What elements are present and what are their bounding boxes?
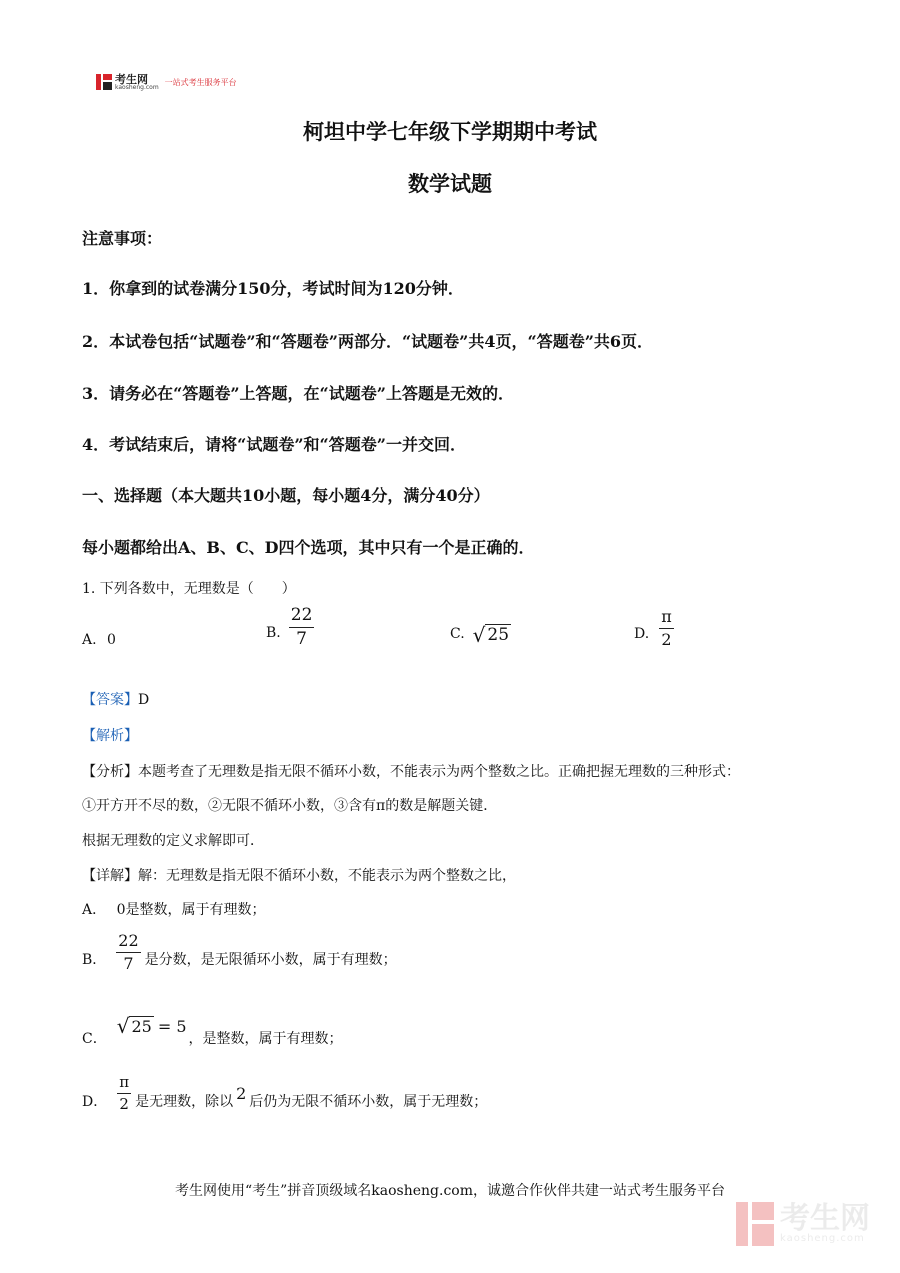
detail-d-fraction xyxy=(117,1074,131,1112)
detail-c-result: = 5 xyxy=(157,1017,187,1036)
option-b xyxy=(266,606,314,648)
section-instruction: 每小题都给出A、B、C、D四个选项，其中只有一个是正确的． xyxy=(82,538,535,557)
option-a xyxy=(82,632,116,648)
notice-heading: 注意事项： xyxy=(82,229,163,248)
logo-domain: kaosheng.com xyxy=(115,83,159,91)
option-c-sqrt xyxy=(473,624,511,645)
analysis-tag: 【解析】 xyxy=(82,728,138,744)
watermark-domain: kaosheng.com xyxy=(780,1233,865,1244)
analysis-line: 【详解】解：无理数是指无限不循环小数，不能表示为两个整数之比， xyxy=(82,868,516,884)
option-b-numerator: 22 xyxy=(289,606,315,628)
watermark-logo-icon xyxy=(736,1202,774,1246)
option-d xyxy=(634,608,674,648)
detail-b-text: 是分数，是无限循环小数，属于有理数； xyxy=(144,952,397,969)
answer-value: D xyxy=(138,692,150,708)
option-b-label: B. xyxy=(266,625,281,642)
detail-b-denominator: 7 xyxy=(123,953,134,973)
logo-name: 考生网 xyxy=(115,72,148,86)
option-a-label: A. xyxy=(82,632,97,648)
detail-d-label: D． xyxy=(82,1094,108,1110)
detail-c-label: C． xyxy=(82,1031,107,1047)
watermark-name: 考生网 xyxy=(780,1201,870,1236)
logo-icon xyxy=(96,73,112,91)
section-heading: 一、选择题（本大题共10小题，每小题4分，满分40分） xyxy=(82,486,490,505)
analysis-line: 根据无理数的定义求解即可． xyxy=(82,833,264,849)
sqrt-icon: √ xyxy=(472,622,486,647)
analysis-line: ①开方开不尽的数，②无限不循环小数，③含有π的数是解题关键． xyxy=(82,798,498,814)
detail-c-text: ，是整数，属于有理数； xyxy=(188,1031,343,1047)
page-footer: 考生网使用“考生”拼音顶级域名kaosheng.com，诚邀合作伙伴共建一站式考生服务平台 xyxy=(174,1183,726,1199)
detail-d-text1: 是无理数，除以 xyxy=(135,1094,234,1110)
option-b-denominator: 7 xyxy=(296,628,307,649)
page-subtitle: 数学试题 xyxy=(408,171,492,196)
notice-item: 4．考试结束后，请将“试题卷”和“答题卷”一并交回． xyxy=(82,435,466,454)
detail-c xyxy=(82,1014,343,1048)
header-logo xyxy=(96,72,237,92)
option-d-numerator: π xyxy=(659,608,674,629)
notice-item: 2．本试卷包括“试题卷”和“答题卷”两部分．“试题卷”共4页，“答题卷”共6页． xyxy=(82,332,654,351)
detail-a xyxy=(82,899,266,919)
notice-item: 1．你拿到的试卷满分150分，考试时间为120分钟． xyxy=(82,279,464,298)
option-c-label: C. xyxy=(450,626,465,643)
detail-a-text: 是整数，属于有理数； xyxy=(125,902,266,918)
detail-d-text2: 后仍为无限不循环小数，属于无理数； xyxy=(249,1094,488,1110)
watermark xyxy=(736,1202,870,1246)
sqrt-icon: √ xyxy=(116,1014,130,1038)
detail-b-fraction xyxy=(116,932,140,972)
answer-tag: 【答案】 xyxy=(82,692,138,708)
detail-d-value: 2 xyxy=(236,1083,247,1103)
detail-c-sqrt xyxy=(117,1016,154,1036)
option-b-fraction xyxy=(289,606,315,648)
detail-a-value: 0 xyxy=(116,902,126,918)
answer-line xyxy=(82,689,149,709)
logo-slogan: 一站式考生服务平台 xyxy=(164,77,237,87)
option-d-fraction xyxy=(659,608,674,648)
detail-b-numerator: 22 xyxy=(116,932,140,953)
option-c-radicand: 25 xyxy=(487,625,510,645)
detail-b xyxy=(82,932,397,972)
detail-a-label: A． xyxy=(82,902,107,918)
option-d-label: D. xyxy=(634,626,650,643)
detail-c-radicand: 25 xyxy=(131,1017,152,1037)
detail-d xyxy=(82,1074,487,1112)
option-c xyxy=(450,624,511,645)
question-stem: 1. 下列各数中，无理数是（ ） xyxy=(82,581,296,597)
analysis-line: 【分析】本题考查了无理数是指无限不循环小数，不能表示为两个整数之比。正确把握无理数的三种形式： xyxy=(82,764,740,780)
option-a-value: 0 xyxy=(107,632,116,648)
page-title: 柯坦中学七年级下学期期中考试 xyxy=(303,119,597,144)
detail-b-label: B． xyxy=(82,952,107,969)
notice-item: 3．请务必在“答题卷”上答题，在“试题卷”上答题是无效的． xyxy=(82,384,514,403)
option-d-denominator: 2 xyxy=(661,629,672,649)
detail-d-numerator: π xyxy=(117,1074,131,1094)
detail-d-denominator: 2 xyxy=(119,1094,129,1113)
